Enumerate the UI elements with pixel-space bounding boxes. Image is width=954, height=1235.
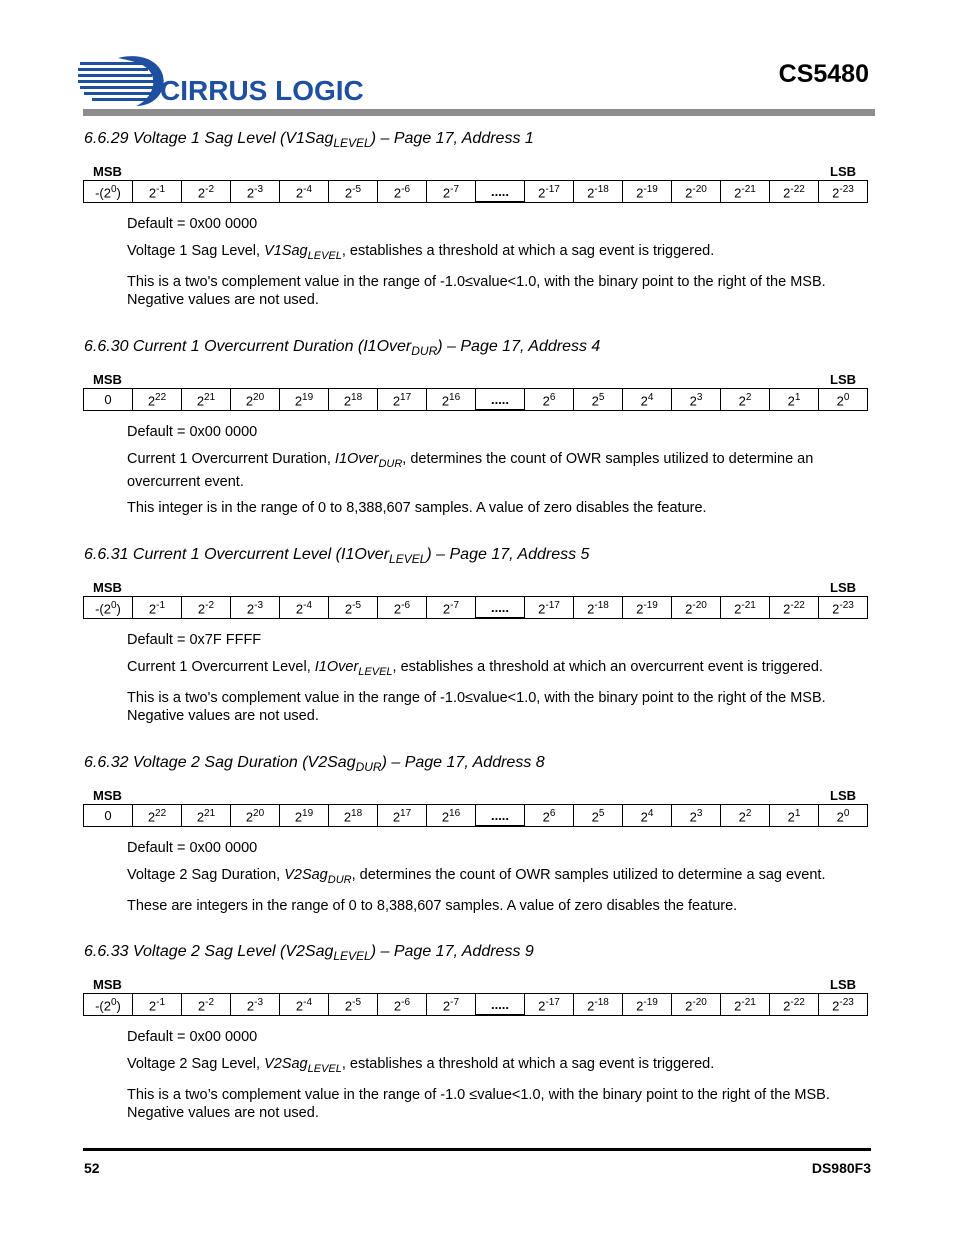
register-purpose: Voltage 2 Sag Duration, V2Sag$_{DUR}$, determines the count of OWR samples utilized to determine a sag event. <box>127 867 826 887</box>
bit-cell: $2^{-23}$ <box>819 597 868 619</box>
bit-cell: $2^{-22}$ <box>770 181 819 203</box>
register-description <box>127 1028 884 1122</box>
bit-cell: $2^{-4}$ <box>280 597 329 619</box>
msb-label: MSB <box>93 164 122 180</box>
register-section <box>84 546 884 725</box>
bit-cell: $2^{-21}$ <box>721 597 770 619</box>
section-heading: 6.6.33 Voltage 2 Sag Level (V2Sag$_{LEVEL}$) – Page 17, Address 9 <box>84 943 534 964</box>
register-section <box>84 943 884 1122</box>
page-number: 52 <box>84 1160 100 1176</box>
default-value: Default = 0x7F FFFF <box>127 632 262 649</box>
bit-cell: $2^{-21}$ <box>721 994 770 1016</box>
bit-cell: 0 <box>84 805 133 827</box>
register-description <box>127 839 884 915</box>
bit-cell: $2^6$ <box>525 805 574 827</box>
register-note: This is a two's complement value in the range of -1.0≤value<1.0, with the binary point to the right of the MSB. Negative values are not used. <box>127 274 826 309</box>
bit-cell: $2^{-5}$ <box>329 994 378 1016</box>
document-id: DS980F3 <box>811 1160 871 1176</box>
bit-cell: $2^1$ <box>770 389 819 411</box>
bit-cell: $2^{-20}$ <box>672 181 721 203</box>
bit-cell: $2^6$ <box>525 389 574 411</box>
register-note: This integer is in the range of 0 to 8,388,607 samples. A value of zero disables the feature. <box>127 500 707 517</box>
bit-weight-table <box>83 993 868 1016</box>
bit-cell: $2^{19}$ <box>280 389 329 411</box>
bit-weight-table <box>83 804 868 827</box>
bit-cell: $2^{-17}$ <box>525 181 574 203</box>
bit-cell: $2^{17}$ <box>378 389 427 411</box>
bit-cell: $2^{-18}$ <box>574 994 623 1016</box>
bit-weight-table <box>83 180 868 203</box>
bit-weight-table <box>83 596 868 619</box>
part-number: CS5480 <box>778 60 869 88</box>
footer-rule <box>83 1148 871 1151</box>
bit-cell: $2^{-7}$ <box>427 994 476 1016</box>
register-purpose: Voltage 2 Sag Level, V2Sag$_{LEVEL}$, establishes a threshold at which a sag event is triggered. <box>127 1056 715 1076</box>
bit-cell: $2^{21}$ <box>182 805 231 827</box>
ellipsis-cell: ..... <box>476 389 525 411</box>
bit-cell: $-(2^0)$ <box>84 597 133 619</box>
register-description <box>127 423 884 517</box>
bit-cell: $2^{18}$ <box>329 805 378 827</box>
msb-label: MSB <box>93 580 122 596</box>
bit-cell: $2^{-18}$ <box>574 597 623 619</box>
lsb-label: LSB <box>830 372 856 388</box>
bit-cell: $2^2$ <box>721 389 770 411</box>
lsb-label: LSB <box>830 580 856 596</box>
bit-cell: $2^{-1}$ <box>133 994 182 1016</box>
bit-cell: $2^{-7}$ <box>427 597 476 619</box>
default-value: Default = 0x00 0000 <box>127 216 258 233</box>
bit-cell: $2^{18}$ <box>329 389 378 411</box>
bit-cell: $2^{-17}$ <box>525 994 574 1016</box>
bit-cell: $2^{-3}$ <box>231 597 280 619</box>
bit-cell: $2^{-5}$ <box>329 597 378 619</box>
bit-cell: $2^4$ <box>623 805 672 827</box>
bit-cell: $2^{-17}$ <box>525 597 574 619</box>
bit-cell: $-(2^0)$ <box>84 181 133 203</box>
bit-cell: $2^0$ <box>819 389 868 411</box>
default-value: Default = 0x00 0000 <box>127 1029 258 1046</box>
bit-cell: $2^{22}$ <box>133 389 182 411</box>
bit-cell: $2^{-18}$ <box>574 181 623 203</box>
bit-cell: $2^{-4}$ <box>280 994 329 1016</box>
bit-cell: $2^5$ <box>574 389 623 411</box>
bit-cell: $2^{-6}$ <box>378 597 427 619</box>
bit-cell: $2^{-20}$ <box>672 597 721 619</box>
bit-cell: $2^{-23}$ <box>819 181 868 203</box>
bit-cell: $2^{-6}$ <box>378 994 427 1016</box>
bit-cell: $2^5$ <box>574 805 623 827</box>
register-purpose: Current 1 Overcurrent Level, I1Over$_{LEVEL}$, establishes a threshold at which an overcurrent event is triggered. <box>127 659 823 679</box>
bit-cell: $2^3$ <box>672 805 721 827</box>
bit-cell: $2^3$ <box>672 389 721 411</box>
bit-cell: $2^{17}$ <box>378 805 427 827</box>
bit-cell: $2^{20}$ <box>231 389 280 411</box>
bit-cell: $2^{-21}$ <box>721 181 770 203</box>
bit-cell: $2^{-1}$ <box>133 181 182 203</box>
section-heading: 6.6.31 Current 1 Overcurrent Level (I1Over$_{LEVEL}$) – Page 17, Address 5 <box>84 546 590 567</box>
bit-cell: $2^{-19}$ <box>623 597 672 619</box>
ellipsis-cell: ..... <box>476 597 525 619</box>
lsb-label: LSB <box>830 977 856 993</box>
bit-weight-table <box>83 388 868 411</box>
bit-cell: $2^{16}$ <box>427 805 476 827</box>
bit-cell: $2^{-20}$ <box>672 994 721 1016</box>
msb-label: MSB <box>93 788 122 804</box>
register-description <box>127 215 884 309</box>
bit-cell: $2^{-19}$ <box>623 181 672 203</box>
bit-cell: $2^{-5}$ <box>329 181 378 203</box>
bit-cell: $2^{-7}$ <box>427 181 476 203</box>
bit-cell: $2^{20}$ <box>231 805 280 827</box>
register-note: This is a two's complement value in the range of -1.0≤value<1.0, with the binary point to the right of the MSB. Negative values are not used. <box>127 690 826 725</box>
msb-label: MSB <box>93 372 122 388</box>
lsb-label: LSB <box>830 164 856 180</box>
msb-label: MSB <box>93 977 122 993</box>
svg-text:CIRRUS LOGIC: CIRRUS LOGIC <box>160 75 364 106</box>
bit-cell: $2^{22}$ <box>133 805 182 827</box>
bit-cell: $2^{-3}$ <box>231 181 280 203</box>
default-value: Default = 0x00 0000 <box>127 840 258 857</box>
cirrus-logic-logo <box>78 54 368 110</box>
bit-cell: $2^{-3}$ <box>231 994 280 1016</box>
section-heading: 6.6.32 Voltage 2 Sag Duration (V2Sag$_{DUR}$) – Page 17, Address 8 <box>84 754 545 775</box>
bit-cell: $2^{-22}$ <box>770 994 819 1016</box>
bit-cell: $2^1$ <box>770 805 819 827</box>
bit-cell: $2^{-19}$ <box>623 994 672 1016</box>
register-purpose: Current 1 Overcurrent Duration, I1Over$_{DUR}$, determines the count of OWR samples utilized to determine an overcurrent event. <box>127 451 814 491</box>
bit-cell: $2^{-2}$ <box>182 597 231 619</box>
ellipsis-cell: ..... <box>476 994 525 1016</box>
bit-cell: $2^2$ <box>721 805 770 827</box>
bit-cell: $2^{-6}$ <box>378 181 427 203</box>
register-note: This is a two’s complement value in the range of -1.0 ≤value<1.0, with the binary point to the right of the MSB. Negative values are not used. <box>127 1087 830 1122</box>
register-note: These are integers in the range of 0 to 8,388,607 samples. A value of zero disables the feature. <box>127 898 738 915</box>
bit-cell: $-(2^0)$ <box>84 994 133 1016</box>
lsb-label: LSB <box>830 788 856 804</box>
bit-cell: $2^{-2}$ <box>182 994 231 1016</box>
bit-cell: $2^0$ <box>819 805 868 827</box>
bit-cell: $2^{19}$ <box>280 805 329 827</box>
register-description <box>127 631 884 725</box>
bit-cell: $2^{-4}$ <box>280 181 329 203</box>
bit-cell: $2^{21}$ <box>182 389 231 411</box>
bit-cell: $2^4$ <box>623 389 672 411</box>
section-heading: 6.6.30 Current 1 Overcurrent Duration (I1Over$_{DUR}$) – Page 17, Address 4 <box>84 338 601 359</box>
bit-cell: $2^{-22}$ <box>770 597 819 619</box>
bit-cell: $2^{-23}$ <box>819 994 868 1016</box>
bit-cell: $2^{-1}$ <box>133 597 182 619</box>
default-value: Default = 0x00 0000 <box>127 424 258 441</box>
ellipsis-cell: ..... <box>476 181 525 203</box>
bit-cell: 0 <box>84 389 133 411</box>
register-section <box>84 754 884 915</box>
register-section <box>84 130 884 309</box>
section-heading: 6.6.29 Voltage 1 Sag Level (V1Sag$_{LEVEL}$) – Page 17, Address 1 <box>84 130 534 151</box>
ellipsis-cell: ..... <box>476 805 525 827</box>
register-section <box>84 338 884 517</box>
bit-cell: $2^{-2}$ <box>182 181 231 203</box>
bit-cell: $2^{16}$ <box>427 389 476 411</box>
register-purpose: Voltage 1 Sag Level, V1Sag$_{LEVEL}$, establishes a threshold at which a sag event is triggered. <box>127 243 715 263</box>
header-rule <box>83 109 875 116</box>
